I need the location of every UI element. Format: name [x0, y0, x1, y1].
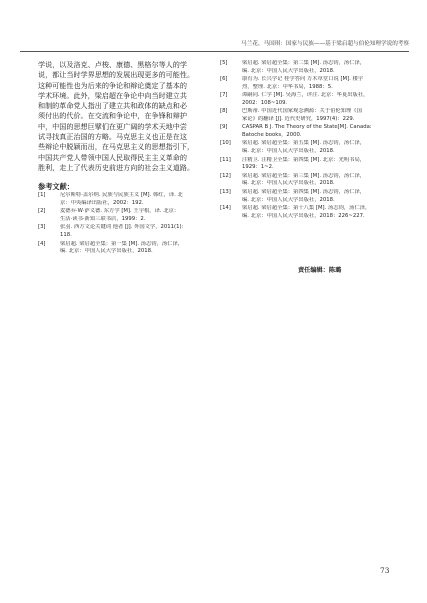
reference-line: 编. 北京：中国人民大学出版社，2018. [242, 180, 335, 187]
body-line: 些辩论中脱颖而出，在马克思主义的思想指引下， [38, 142, 195, 152]
body-line: 和制的革命党人指出了建立共和政体的缺点和必 [38, 101, 187, 111]
reference-line: 1929：1~2. [242, 164, 274, 171]
right-column [220, 60, 398, 221]
reference-item [220, 140, 398, 156]
body-line: 学说，以及洛克、卢梭、康德、黑格尔等人的学 [38, 60, 187, 69]
reference-item [220, 189, 398, 205]
left-column [38, 60, 210, 257]
reference-line: 麦德乔·W·萨义德. 东方学 [M]. 王宇根，译. 北京： [60, 208, 180, 215]
reference-number: [3] [38, 224, 46, 231]
reference-number: [13] [220, 188, 231, 195]
reference-number: [4] [38, 240, 46, 247]
reference-line: 编. 北京：中国人民大学出版社，2018. [242, 196, 335, 203]
reference-number: [12] [220, 172, 231, 179]
reference-line: 梁启超. 梁启超全集：第五集 [M]. 汤志钧，汤仁泽， [242, 140, 366, 147]
body-line: 这种可能性也为后来的争论和辩论奠定了基本的 [38, 80, 187, 90]
reference-line: 巴斯蒂. 中国近代国家观念溯源：关于伯伦知理《国 [242, 108, 362, 115]
reference-item [38, 224, 210, 240]
reference-line: 京：中央编译出版社，2002：192. [60, 200, 144, 207]
reference-line: 118. [60, 232, 72, 239]
reference-line: 汪精卫. 汪精卫全集：第四集 [M]. 北京：光明书局， [242, 156, 366, 163]
reference-line: 编. 北京：中国人民大学出版社，2018. [242, 67, 335, 74]
reference-line: Batoche books，2000. [242, 132, 302, 139]
body-paragraph [38, 60, 210, 173]
reference-line: 张羽. 西方文论关键词 他者 [J]. 外国文学，2011(1)： [60, 224, 187, 231]
reference-line: 编. 北京：中国人民大学出版社，2018. [60, 248, 153, 255]
reference-line: 家论》的翻译 [J]. 近代史研究，1997(4)：229. [242, 116, 355, 123]
reference-number: [9] [220, 124, 228, 131]
reference-item [220, 157, 398, 173]
reference-item [220, 92, 398, 108]
reference-item [38, 241, 210, 257]
running-header: 马兰花，马国琪：国家与民族——基于梁启超与伯伦知理学说的考察 [241, 41, 409, 47]
reference-number: [14] [220, 204, 231, 211]
reference-line: 康有为. 长兴学记 桂学答问 万木草堂口说 [M]. 楼宇 [242, 76, 364, 83]
body-line: 试寻找真正治国的方略。马克思主义也正是在这 [38, 132, 187, 142]
reference-item [220, 173, 398, 189]
reference-line: 烈，整理. 北京：中华书局，1988：5. [242, 83, 333, 90]
reference-number: [11] [220, 156, 231, 163]
body-line: 学术环境。此外，梁启超在争论中向当时建立共 [38, 90, 187, 100]
reference-line: 梁启超. 梁启超全集：第一集 [M]. 汤志钧，汤仁泽， [60, 240, 184, 247]
reference-number: [1] [38, 192, 46, 199]
reference-number: [6] [220, 76, 228, 83]
reference-line: 梁启超. 梁启超全集：第二集 [M]. 汤志钧，汤仁泽， [242, 60, 366, 66]
reference-line: 2002：108~109. [242, 99, 288, 106]
reference-number: [2] [38, 208, 46, 215]
reference-item [220, 60, 398, 76]
reference-item [220, 76, 398, 92]
reference-line: 梁启超. 梁启超全集：第十八集 [M]. 汤志钧，汤仁泽， [242, 204, 371, 211]
responsible-editor: 责任编辑：陈璐 [298, 267, 342, 274]
reference-item [220, 205, 398, 221]
reference-item [38, 208, 210, 224]
reference-item [220, 108, 398, 124]
reference-number: [10] [220, 140, 231, 147]
reference-line: 生活·读书·新知三联书店，1999：2. [60, 216, 146, 223]
reference-number: [8] [220, 108, 228, 115]
page-number: 73 [380, 566, 390, 575]
reference-line: 谭嗣同. 仁学 [M]. 吴海兰，评注. 北京：华夏出版社， [242, 92, 369, 99]
reference-line: 编. 北京：中国人民大学出版社，2018：226~227. [242, 212, 365, 219]
reference-item [38, 192, 210, 208]
reference-item [220, 124, 398, 140]
reference-line: 梁启超. 梁启超全集：第三集 [M]. 汤志钧，汤仁泽， [242, 172, 366, 179]
body-line: 中国共产党人带领中国人民取得民主主义革命的 [38, 152, 187, 162]
body-line: 须付出的代价。在交流和争论中，在争锋和辩护 [38, 111, 187, 121]
reference-number: [5] [220, 60, 228, 66]
reference-line: 尼尔斯特·盖尔纳. 民族与民族主义 [M]. 韩红，译. 北 [60, 192, 183, 199]
body-line: 中，中国的思想巨擘们在更广阔的学术天地中尝 [38, 121, 187, 131]
reference-line: CASPAR B J. The Theory of the State[M]. Canada: [242, 124, 372, 131]
body-line: 说，都让当时学界思想的发展出现更多的可能性。 [38, 70, 195, 80]
reference-number: [7] [220, 92, 228, 99]
header-divider [20, 51, 409, 52]
references-heading: 参考文献： [38, 182, 74, 192]
reference-line: 编. 北京：中国人民大学出版社，2018. [242, 148, 335, 155]
reference-line: 梁启超. 梁启超全集：第四集 [M]. 汤志钧，汤仁泽， [242, 188, 366, 195]
body-line: 胜利，走上了代表历史前进方向的社会主义道路。 [38, 162, 195, 172]
